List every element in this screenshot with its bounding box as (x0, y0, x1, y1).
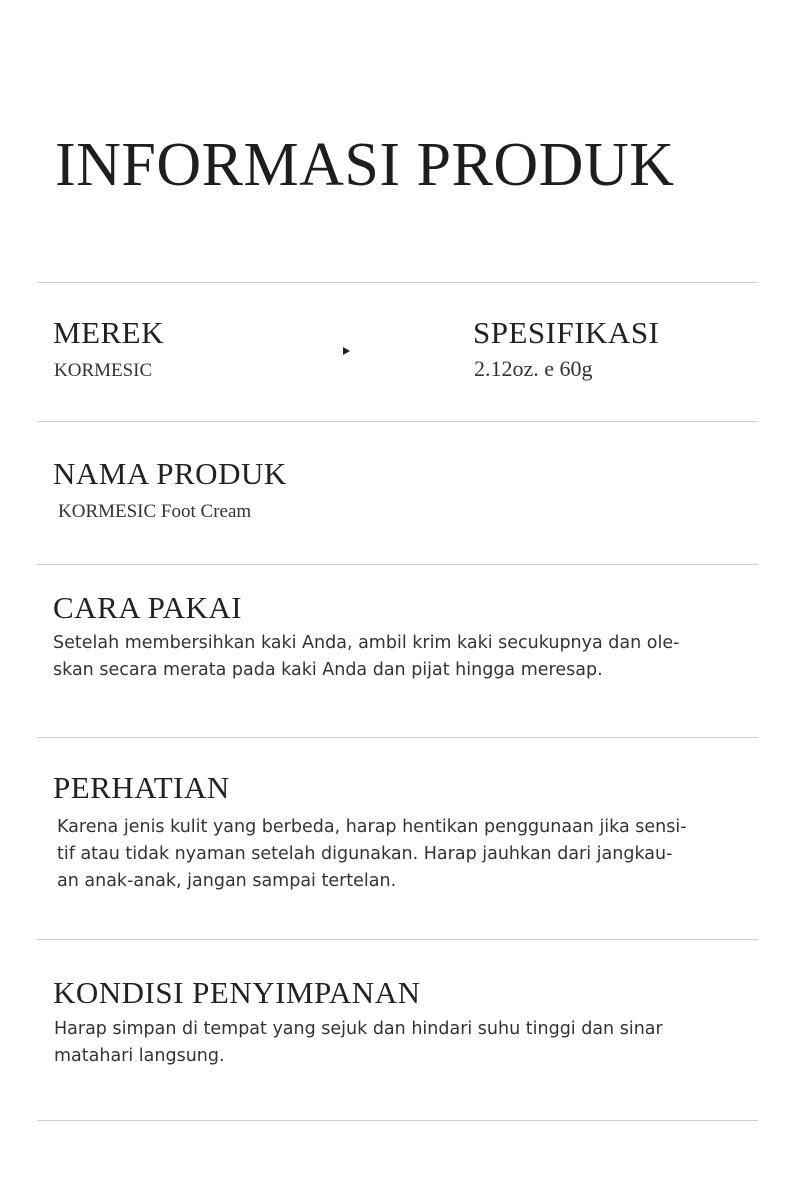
text-line: skan secara merata pada kaki Anda dan pijat hingga meresap. (53, 660, 603, 680)
kondisi-penyimpanan-heading: KONDISI PENYIMPANAN (53, 975, 421, 1010)
merek-heading: MEREK (53, 315, 164, 350)
spesifikasi-heading: SPESIFIKASI (473, 315, 660, 350)
perhatian-text (57, 814, 747, 895)
text-line: Harap simpan di tempat yang sejuk dan hindari suhu tinggi dan sinar (54, 1019, 663, 1039)
divider (37, 737, 758, 738)
text-line: Karena jenis kulit yang berbeda, harap hentikan penggunaan jika sensi- (57, 817, 687, 837)
nama-produk-value: KORMESIC Foot Cream (58, 501, 252, 522)
page-title: INFORMASI PRODUK (55, 130, 675, 199)
text-line: an anak-anak, jangan sampai tertelan. (57, 871, 397, 891)
cara-pakai-heading: CARA PAKAI (53, 590, 243, 625)
merek-value: KORMESIC (54, 360, 153, 381)
divider (37, 1120, 758, 1121)
divider (37, 564, 758, 565)
text-line: matahari langsung. (54, 1046, 225, 1066)
text-line: tif atau tidak nyaman setelah digunakan. Harap jauhkan dari jangkau- (57, 844, 673, 864)
cara-pakai-text (53, 630, 743, 684)
nama-produk-heading: NAMA PRODUK (53, 456, 287, 491)
divider (37, 282, 758, 283)
spesifikasi-value: 2.12oz. e 60g (474, 356, 593, 381)
text-line: Setelah membersihkan kaki Anda, ambil krim kaki secukupnya dan ole- (53, 633, 680, 653)
divider (37, 939, 758, 940)
perhatian-heading: PERHATIAN (53, 770, 230, 805)
divider (37, 421, 758, 422)
play-arrow-icon (343, 347, 350, 355)
kondisi-penyimpanan-text (54, 1016, 744, 1070)
